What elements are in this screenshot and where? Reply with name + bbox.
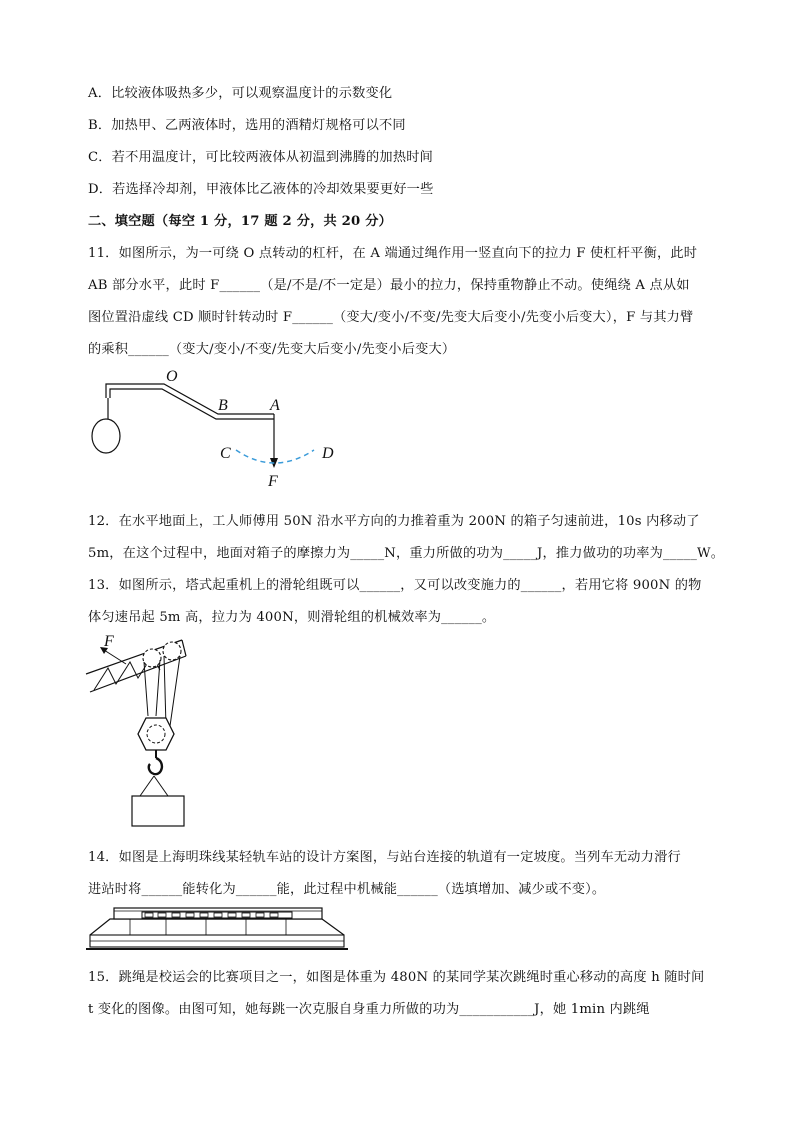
q13-line-2: 体匀速吊起 5m 高，拉力为 400N，则滑轮组的机械效率为______。 bbox=[88, 610, 496, 625]
q11-line-4: 的乘积______（变大/变小/不变/先变大后变小/先变小后变大） bbox=[88, 342, 456, 357]
q12-line-2: 5m，在这个过程中，地面对箱子的摩擦力为_____N，重力所做的功为_____J，推力做功的功率为_____W。 bbox=[88, 546, 725, 561]
option-a: A．比较液体吸热多少，可以观察温度计的示数变化 bbox=[88, 86, 393, 101]
q15-line-1: 15．跳绳是校运会的比赛项目之一，如图是体重为 480N 的某同学某次跳绳时重心移动的高度 h 随时间 bbox=[88, 970, 705, 985]
q11-line-2: AB 部分水平，此时 F______（是/不是/不一定是）最小的拉力，保持重物静止不动。使绳绕 A 点从如 bbox=[88, 278, 690, 293]
label-o: O bbox=[166, 368, 178, 385]
q13-line-1: 13．如图所示，塔式起重机上的滑轮组既可以______，又可以改变施力的______，若用它将 900N 的物 bbox=[88, 578, 702, 593]
q11-line-1: 11．如图所示，为一可绕 O 点转动的杠杆，在 A 端通过绳作用一竖直向下的拉力 F 使杠杆平衡，此时 bbox=[88, 246, 698, 261]
label-d: D bbox=[322, 445, 334, 462]
label-f: F bbox=[268, 473, 278, 490]
label-c: C bbox=[220, 445, 231, 462]
section-heading: 二、填空题（每空 1 分，17 题 2 分，共 20 分） bbox=[88, 214, 392, 229]
label-b: B bbox=[218, 397, 228, 414]
lever-figure bbox=[86, 364, 346, 494]
option-b: B．加热甲、乙两液体时，选用的酒精灯规格可以不同 bbox=[88, 118, 406, 133]
option-c: C．若不用温度计，可比较两液体从初温到沸腾的加热时间 bbox=[88, 150, 433, 165]
q14-line-1: 14．如图是上海明珠线某轻轨车站的设计方案图，与站台连接的轨道有一定坡度。当列车无动力滑行 bbox=[88, 850, 681, 865]
q15-line-2: t 变化的图像。由图可知，她每跳一次克服自身重力所做的功为___________J，她 1min 内跳绳 bbox=[88, 1002, 650, 1017]
option-d: D．若选择冷却剂，甲液体比乙液体的冷却效果要更好一些 bbox=[88, 182, 434, 197]
label-a: A bbox=[270, 397, 280, 414]
q12-line-1: 12．在水平地面上，工人师傅用 50N 沿水平方向的力推着重为 200N 的箱子匀速前进，10s 内移动了 bbox=[88, 514, 700, 529]
q14-line-2: 进站时将______能转化为______能，此过程中机械能______（选填增加、减少或不变）。 bbox=[88, 882, 606, 897]
crane-pulley-figure bbox=[86, 634, 206, 834]
station-figure bbox=[86, 902, 348, 952]
label-f-crane: F bbox=[104, 633, 114, 650]
q11-line-3: 图位置沿虚线 CD 顺时针转动时 F______（变大/变小/不变/先变大后变小/先变小后变大），F 与其力臂 bbox=[88, 310, 694, 325]
